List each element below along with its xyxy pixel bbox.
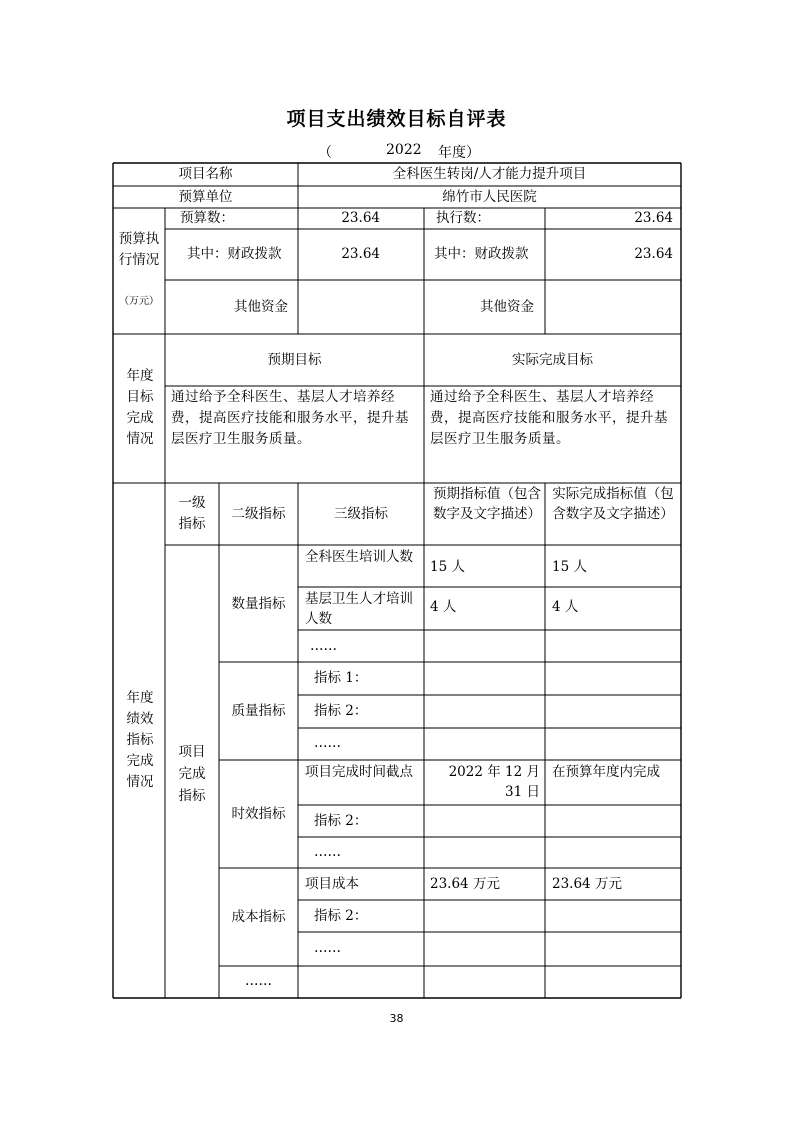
performance-label: 年度绩效指标完成情况 (126, 690, 154, 790)
col-actual-header: 实际完成指标值（包含数字及文字描述） (552, 486, 674, 522)
col-level3-header: 三级指标 (334, 506, 388, 522)
actual-goal-text: 通过给予全科医生、基层人才培养经费，提高医疗技能和服务水平，提升基层医疗卫生服务质量。 (430, 389, 668, 447)
fiscal-exec-label: 其中：财政拨款 (434, 246, 529, 262)
cost-row1-name: 项目成本 (305, 876, 359, 892)
timeliness-row3-name: …… (314, 844, 341, 860)
page-title: 项目支出绩效目标自评表 (286, 108, 507, 130)
other-funds-label-2: 其他资金 (480, 299, 534, 315)
budget-amount-label: 预算数： (180, 210, 234, 226)
timeliness-indicator-label: 时效指标 (231, 806, 286, 822)
timeliness-row1-name: 项目完成时间截点 (305, 764, 413, 780)
cost-row1-expected: 23.64 万元 (430, 876, 500, 892)
budget-unit-value: 绵竹市人民医院 (442, 189, 537, 205)
level1-project-completion: 项目完成指标 (178, 744, 206, 804)
quality-row2-name: 指标 2： (314, 703, 368, 719)
budget-exec-label: 预算执行情况 (118, 231, 160, 268)
timeliness-row1-expected: 2022 年 12 月 31 日 (448, 764, 540, 800)
budget-exec-unit: （万元） (119, 296, 159, 307)
cost-row1-actual: 23.64 万元 (552, 876, 622, 892)
fiscal-exec-value: 23.64 (634, 246, 673, 262)
quantity-row2-actual: 4 人 (552, 599, 579, 615)
quantity-indicator-label: 数量指标 (231, 596, 286, 612)
exec-amount-value: 23.64 (634, 210, 673, 226)
quantity-row3-name: …… (310, 638, 337, 654)
budget-unit-label: 预算单位 (178, 189, 233, 205)
annual-goal-label: 年度目标完成情况 (126, 368, 154, 447)
exec-amount-label: 执行数： (436, 210, 490, 226)
year-label: 年度） (438, 145, 480, 161)
quantity-row1-name: 全科医生培训人数 (305, 549, 413, 565)
quantity-row2-name: 基层卫生人才培训人数 (305, 591, 413, 627)
cost-row2-name: 指标 2： (314, 908, 368, 924)
project-name-label: 项目名称 (178, 166, 233, 182)
cost-row3-name: …… (314, 940, 341, 956)
actual-goal-header: 实际完成目标 (512, 352, 593, 368)
other-funds-label: 其他资金 (234, 299, 288, 315)
col-level1-header: 一级指标 (178, 495, 206, 532)
quality-indicator-label: 质量指标 (231, 703, 286, 719)
col-level2-header: 二级指标 (231, 506, 286, 522)
fiscal-budget-label: 其中：财政拨款 (187, 246, 282, 262)
more-indicators: …… (245, 973, 272, 989)
quality-row3-name: …… (314, 735, 341, 751)
col-expected-header: 预期指标值（包含数字及文字描述） (433, 486, 541, 522)
year-value: 2022 (386, 142, 422, 158)
quantity-row1-actual: 15 人 (552, 559, 587, 575)
timeliness-row2-name: 指标 2： (314, 813, 368, 829)
year-open-paren: （ (318, 145, 332, 161)
quality-row1-name: 指标 1： (314, 670, 368, 686)
fiscal-budget-value: 23.64 (341, 246, 380, 262)
expected-goal-text: 通过给予全科医生、基层人才培养经费，提高医疗技能和服务水平，提升基层医疗卫生服务质量。 (171, 389, 409, 447)
timeliness-row1-actual: 在预算年度内完成 (552, 764, 660, 780)
project-name-value: 全科医生转岗/人才能力提升项目 (392, 166, 587, 182)
budget-amount-value: 23.64 (341, 210, 380, 226)
page-number: 38 (389, 1012, 404, 1025)
quantity-row1-expected: 15 人 (430, 559, 465, 575)
cost-indicator-label: 成本指标 (231, 909, 286, 925)
expected-goal-header: 预期目标 (267, 352, 322, 368)
quantity-row2-expected: 4 人 (430, 599, 457, 615)
